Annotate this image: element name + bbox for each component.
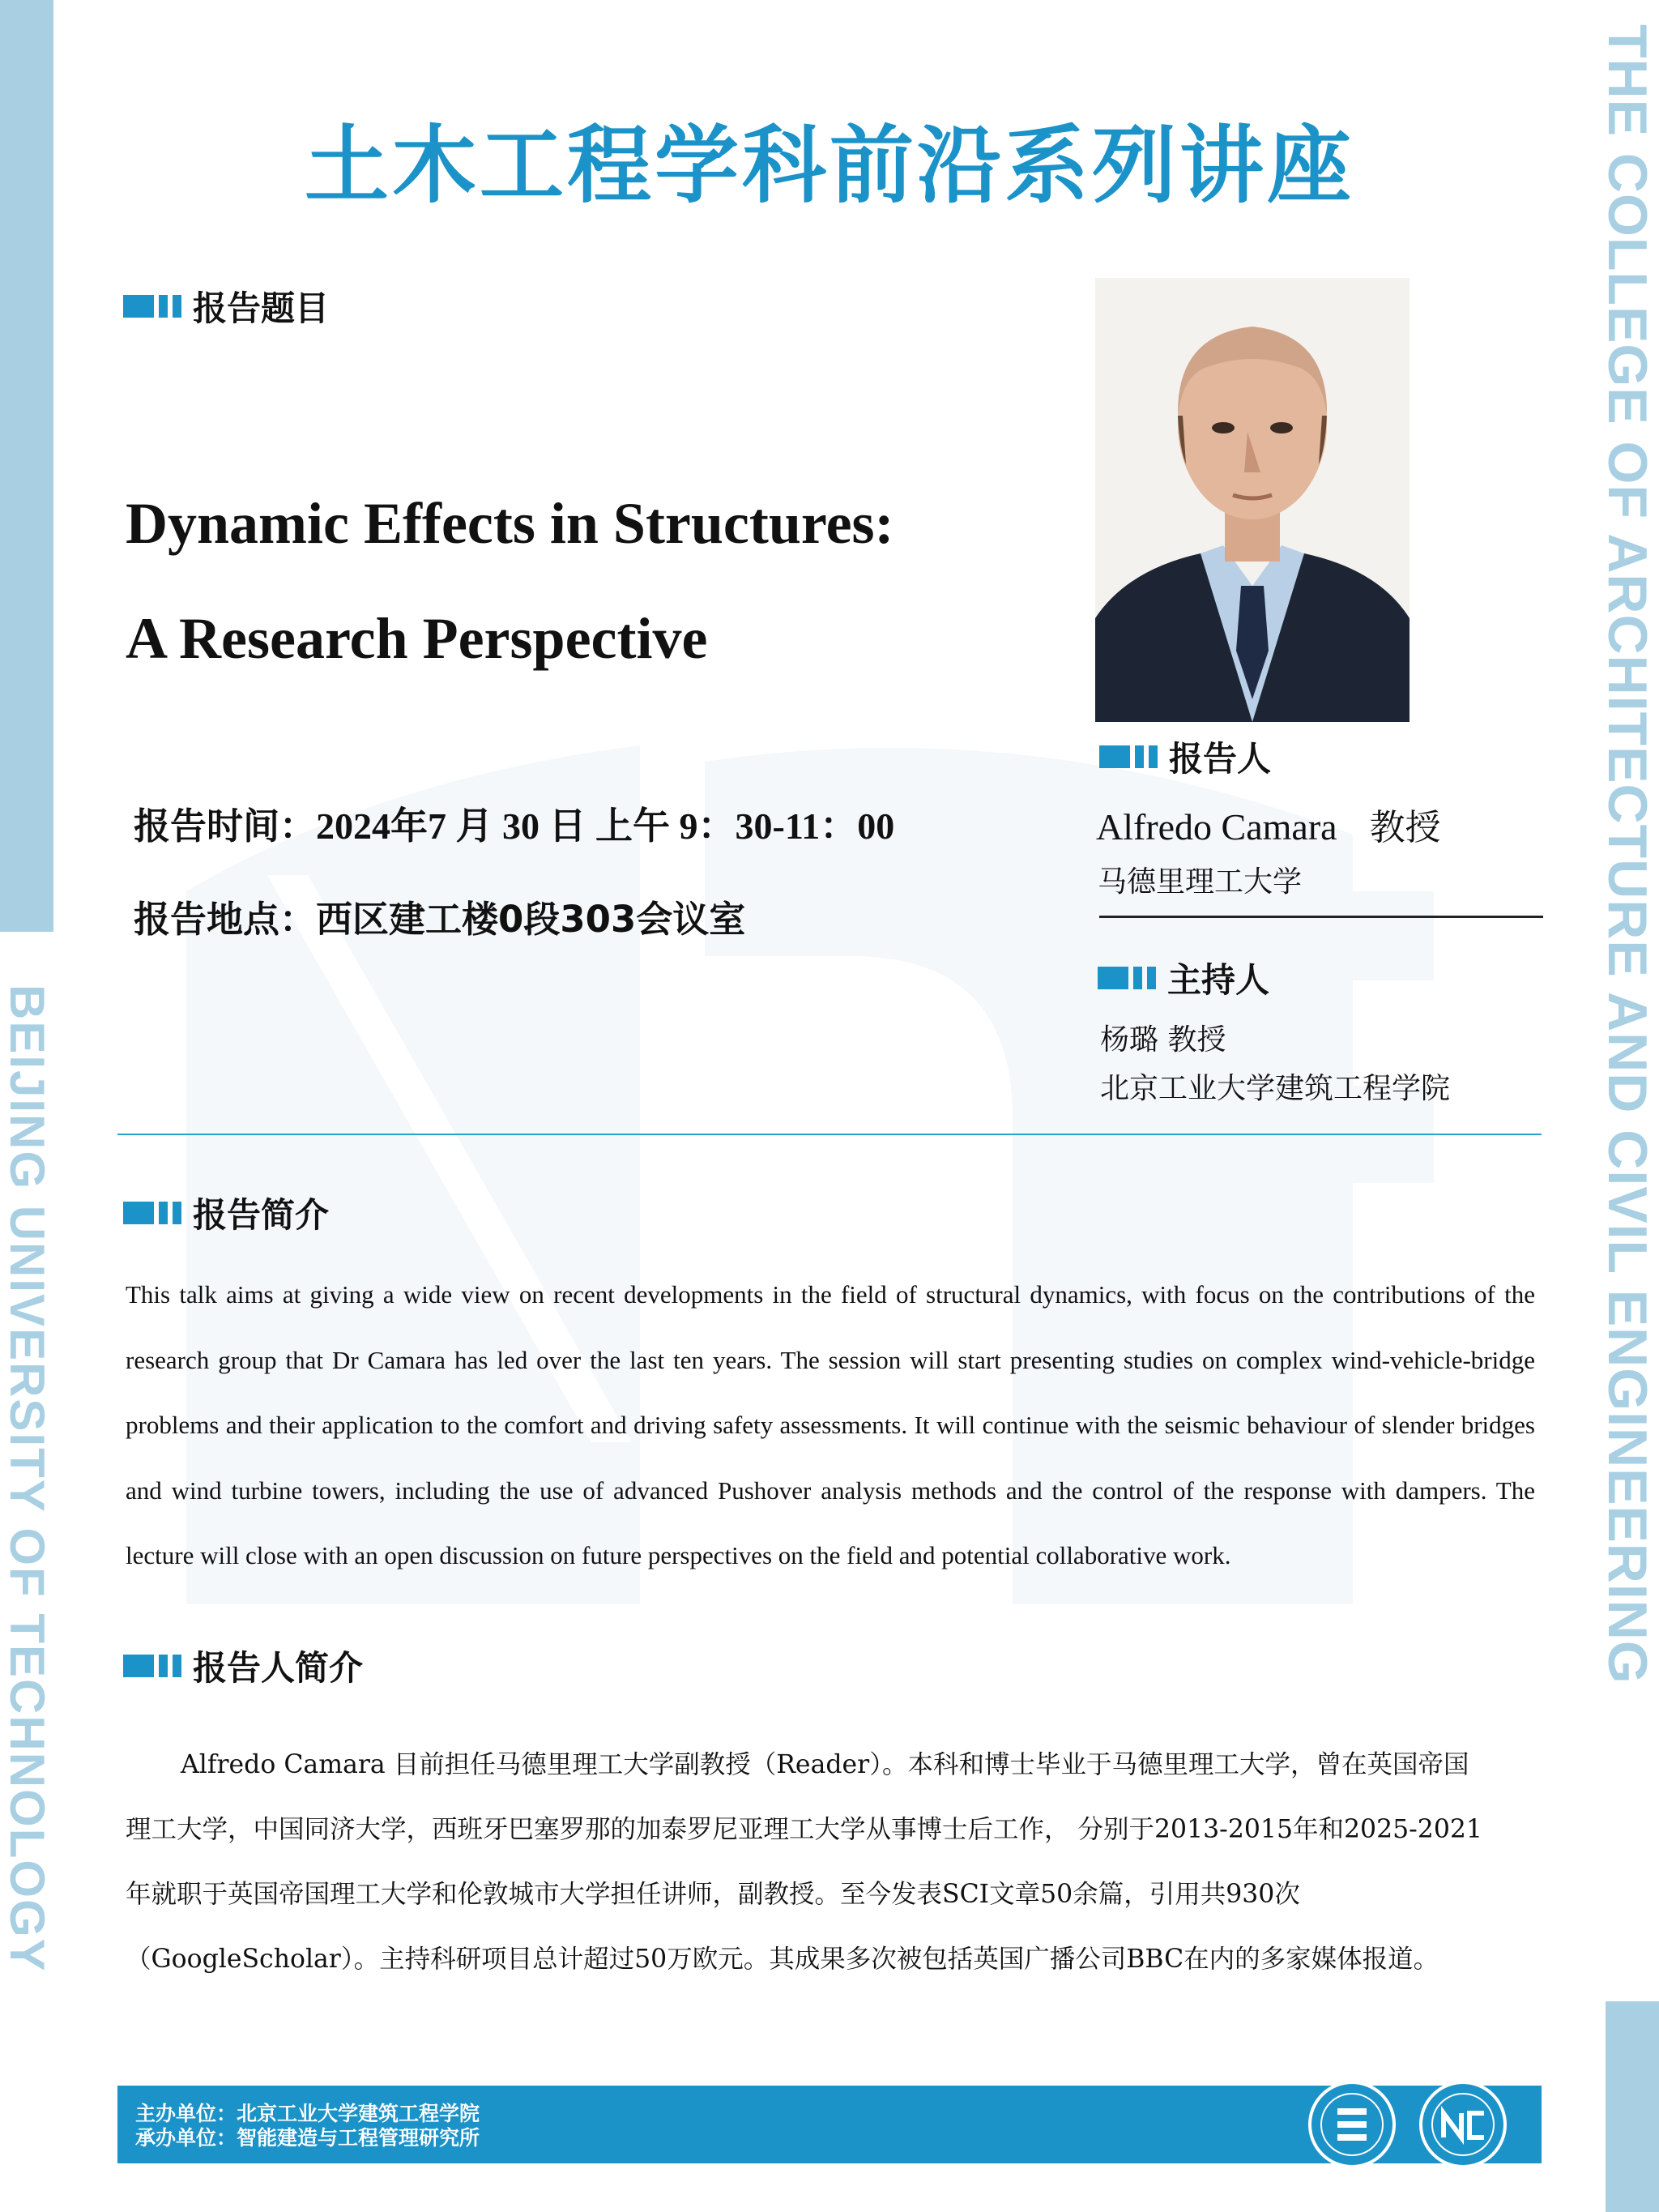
speaker-bio [126, 1732, 1535, 1992]
section-heading-host [1098, 954, 1269, 1002]
horizontal-divider [117, 1134, 1542, 1135]
section-heading-topic [123, 282, 329, 331]
section-heading-abstract [123, 1189, 329, 1237]
talk-time [134, 796, 894, 850]
talk-time-value: 2024年7 月 30 日 上午 9：30-11：00 [316, 805, 895, 847]
speaker-photo [1095, 278, 1410, 722]
right-decor-bar [1606, 2001, 1659, 2212]
footer-organizer: 主办单位：北京工业大学建筑工程学院 [135, 2102, 480, 2125]
speaker-name: Alfredo Camara [1096, 806, 1337, 848]
footer-co-organizer: 承办单位：智能建造与工程管理研究所 [135, 2126, 480, 2150]
abstract-text: This talk aims at giving a wide view on recent developments in the field of structural dynamics, with focus on the contributions of the research group that Dr Camara has led over the last ten years. The session will start presenting studies on complex wind-vehicle-bridge problems and their application to the comfort and driving safety assessments. It will continue with the seismic behaviour of slender bridges and wind turbine towers, including the use of advanced Pushover analysis methods and the control of the response with dampers. The lecture will close with an open discussion on future perspectives on the field and potential collaborative work. [126, 1280, 1535, 1569]
footer-organizers [135, 2102, 480, 2150]
talk-title [126, 466, 1049, 696]
section-label: 主持人 [1167, 960, 1270, 1000]
talk-title-line-1: Dynamic Effects in Structures: [126, 491, 894, 556]
section-heading-speaker [1099, 732, 1271, 781]
university-logo-icon [1308, 2081, 1396, 2168]
college-logo-icon [1419, 2081, 1507, 2168]
right-vertical-college-name: THE COLLEGE OF ARCHITECTURE AND CIVIL ENGINEERING [1597, 24, 1658, 1685]
section-marker-icon [1099, 745, 1158, 768]
section-label: 报告人简介 [193, 1648, 364, 1688]
bio-line: 年就职于英国帝国理工大学和伦敦城市大学担任讲师，副教授。至今发表SCI文章50余篇，引用共930次 [126, 1880, 1300, 1909]
bio-line: Alfredo Camara 目前担任马德里理工大学副教授（Reader）。本科和博士毕业于马德里理工大学，曾在英国帝国 [181, 1750, 1469, 1779]
bio-line: （GoogleScholar）。主持科研项目总计超过50万欧元。其成果多次被包括英国广播公司BBC在内的多家媒体报道。 [126, 1945, 1439, 1974]
speaker-portrait-icon [1095, 278, 1410, 722]
speaker-divider [1099, 916, 1543, 918]
talk-title-line-2: A Research Perspective [126, 606, 708, 671]
left-vertical-university-name: BEIJING UNIVERSITY OF TECHNOLOGY [0, 984, 54, 1973]
talk-place [134, 890, 745, 942]
talk-place-value: 西区建工楼0段303会议室 [316, 898, 746, 941]
talk-time-label: 报告时间： [134, 805, 317, 848]
speaker-title: 教授 [1369, 807, 1441, 848]
host-affiliation: 北京工业大学建筑工程学院 [1100, 1072, 1451, 1105]
section-label: 报告简介 [193, 1195, 330, 1235]
speaker-name-line [1096, 798, 1441, 850]
page-title: 土木工程学科前沿系列讲座 [304, 116, 1354, 215]
section-marker-icon [123, 1655, 181, 1677]
section-marker-icon [123, 295, 181, 318]
speaker-affiliation: 马德里理工大学 [1098, 865, 1303, 899]
section-label: 报告题目 [193, 288, 330, 328]
section-label: 报告人 [1169, 739, 1272, 779]
section-heading-bio [123, 1642, 363, 1690]
talk-place-label: 报告地点： [134, 898, 317, 941]
section-marker-icon [1098, 967, 1156, 989]
bio-line: 理工大学，中国同济大学，西班牙巴塞罗那的加泰罗尼亚理工大学从事博士后工作， 分别于2013-2015年和2025-2021 [126, 1815, 1482, 1844]
host-name: 杨璐 教授 [1100, 1023, 1226, 1057]
section-marker-icon [123, 1202, 181, 1224]
